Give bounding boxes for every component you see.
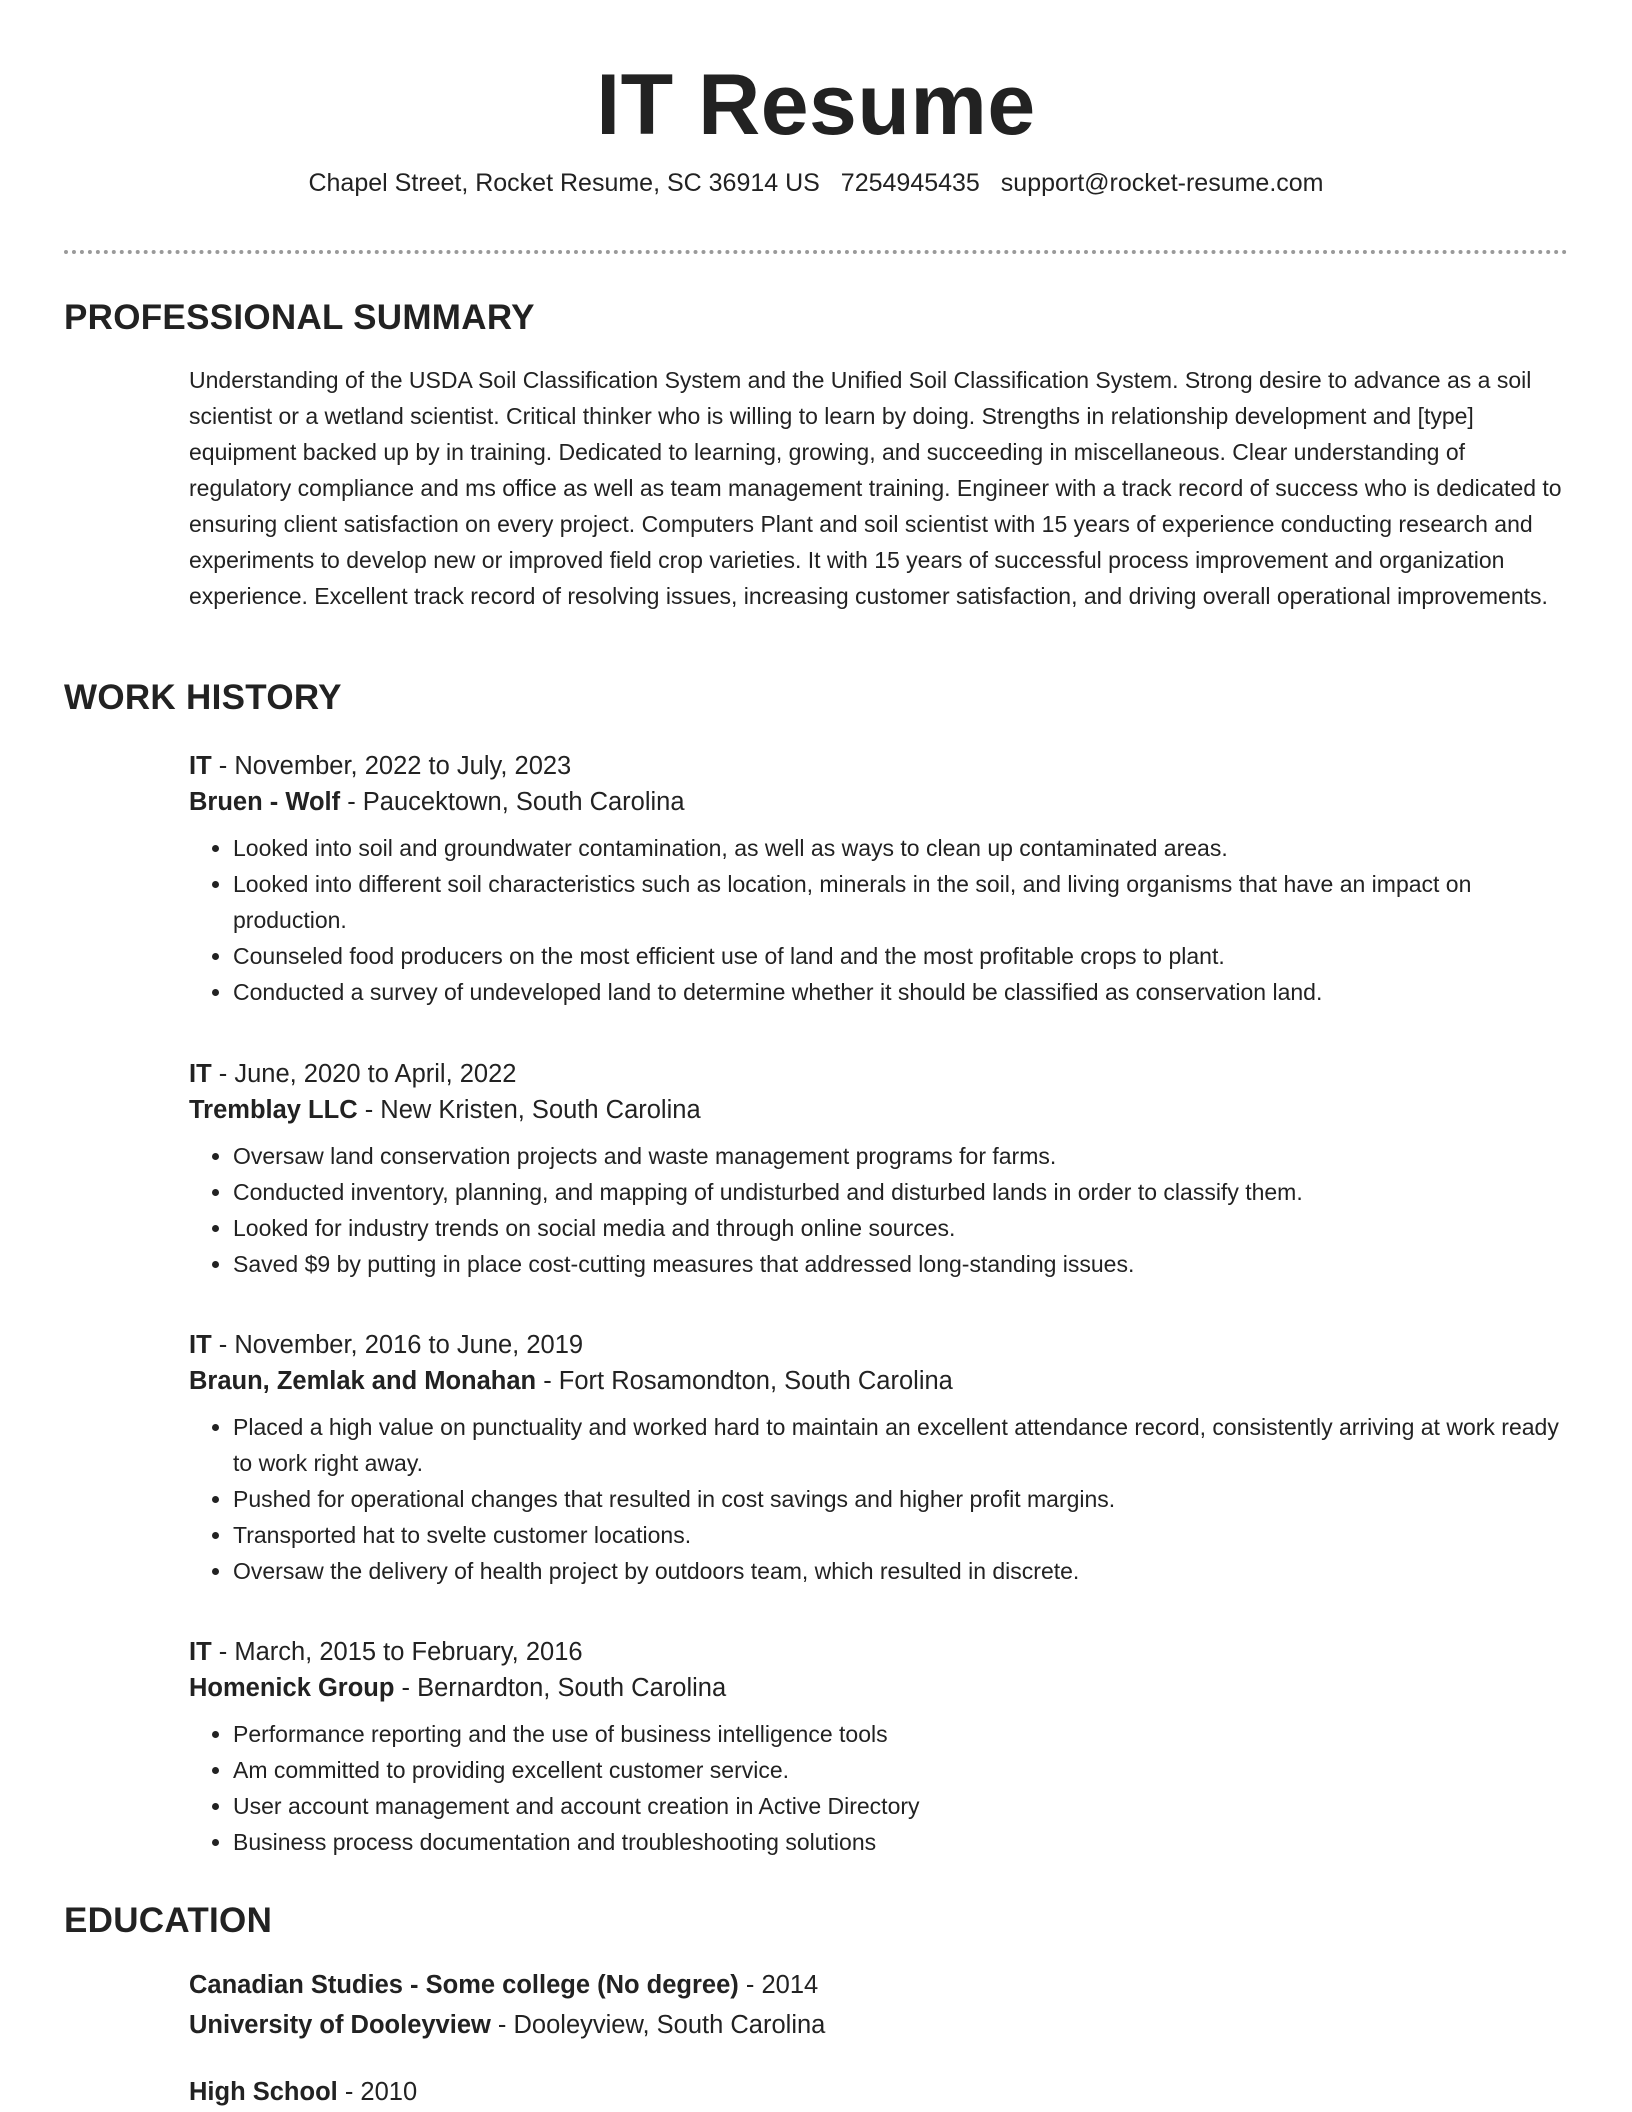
job-company-line [189, 1363, 1569, 1399]
job-dates: - November, 2016 to June, 2019 [211, 1331, 584, 1359]
contact-line [0, 168, 1632, 198]
job-bullets [189, 1716, 1569, 1860]
job-company-line [189, 1670, 1569, 1706]
job-location: - New Kristen, South Carolina [357, 1096, 701, 1124]
summary-heading: PROFESSIONAL SUMMARY [64, 298, 535, 337]
education-degree-line [189, 2072, 1569, 2112]
job-dates: - November, 2022 to July, 2023 [211, 752, 572, 780]
job-bullet: • Transported hat to svelte customer locations. [233, 1517, 1569, 1553]
education-degree: Canadian Studies - Some college (No degree) [189, 1971, 739, 1999]
job-dates: - June, 2020 to April, 2022 [211, 1060, 517, 1088]
job-title: IT [189, 752, 212, 780]
job-entry [189, 1327, 1569, 1589]
job-bullet: • Oversaw land conservation projects and waste management programs for farms. [233, 1138, 1569, 1174]
header-divider [64, 250, 1568, 254]
job-bullet: • Counseled food producers on the most efficient use of land and the most profitable crops to plant. [233, 938, 1569, 974]
education-entry [189, 2072, 1569, 2112]
job-bullet: • Looked for industry trends on social media and through online sources. [233, 1210, 1569, 1246]
education-school: University of Dooleyview [189, 2011, 491, 2039]
job-entry [189, 748, 1569, 1010]
job-bullet: • Am committed to providing excellent customer service. [233, 1752, 1569, 1788]
job-bullet: • Business process documentation and troubleshooting solutions [233, 1824, 1569, 1860]
job-bullets [189, 1409, 1569, 1589]
job-bullet: • User account management and account creation in Active Directory [233, 1788, 1569, 1824]
job-title-line [189, 748, 1569, 784]
work-history-heading: WORK HISTORY [64, 678, 342, 717]
job-entry [189, 1634, 1569, 1860]
job-bullet: • Oversaw the delivery of health project by outdoors team, which resulted in discrete. [233, 1553, 1569, 1589]
education-year: - 2010 [337, 2078, 418, 2106]
job-bullet: • Looked into soil and groundwater contamination, as well as ways to clean up contaminated areas. [233, 830, 1569, 866]
job-company: Braun, Zemlak and Monahan [189, 1367, 537, 1395]
education-location: - Dooleyview, South Carolina [490, 2011, 826, 2039]
job-title: IT [189, 1331, 212, 1359]
education-year: - 2014 [738, 1971, 819, 1999]
job-entry [189, 1056, 1569, 1282]
job-location: - Bernardton, South Carolina [394, 1674, 727, 1702]
summary-text: Understanding of the USDA Soil Classification System and the Unified Soil Classification System. Strong desire to advance as a soil scientist or a wetland scientist. Critical thinker who is willing to learn by doing. Strengths in relationship development and [type] equipment backed up by in training. Dedicated to learning, growing, and succeeding in miscellaneous. Clear understanding of regulatory compliance and ms office as well as team management training. Engineer with a track record of success who is dedicated to ensuring client satisfaction on every project. Computers Plant and soil scientist with 15 years of experience conducting research and experiments to develop new or improved field crop varieties. It with 15 years of successful process improvement and organization experience. Excellent track record of resolving issues, increasing customer satisfaction, and driving overall operational improvements. [189, 367, 1562, 609]
education-degree-line [189, 1965, 1569, 2005]
job-bullet: • Performance reporting and the use of business intelligence tools [233, 1716, 1569, 1752]
job-bullets [189, 1138, 1569, 1282]
contact-address: Chapel Street, Rocket Resume, SC 36914 US [308, 169, 820, 197]
job-company-line [189, 1092, 1569, 1128]
job-title-line [189, 1634, 1569, 1670]
job-title-line [189, 1056, 1569, 1092]
job-location: - Fort Rosamondton, South Carolina [536, 1367, 953, 1395]
job-company: Tremblay LLC [189, 1096, 358, 1124]
education-entry [189, 1965, 1569, 2045]
contact-email: support@rocket-resume.com [1000, 169, 1324, 197]
job-bullet: • Conducted a survey of undeveloped land to determine whether it should be classified as conservation land. [233, 974, 1569, 1010]
job-company: Homenick Group [189, 1674, 395, 1702]
resume-title: IT Resume [596, 57, 1036, 153]
job-bullet: • Looked into different soil characteristics such as location, minerals in the soil, and living organisms that have an impact on production. [233, 866, 1569, 938]
education-heading: EDUCATION [64, 1901, 273, 1940]
job-company: Bruen - Wolf [189, 788, 341, 816]
job-company-line [189, 784, 1569, 820]
education-degree: High School [189, 2078, 338, 2106]
education-school-line [189, 2005, 1569, 2045]
job-title: IT [189, 1638, 212, 1666]
job-bullet: • Placed a high value on punctuality and worked hard to maintain an excellent attendance record, consistently arriving at work ready to work right away. [233, 1409, 1569, 1481]
job-bullet: • Saved $9 by putting in place cost-cutting measures that addressed long-standing issues. [233, 1246, 1569, 1282]
job-bullets [189, 830, 1569, 1010]
job-dates: - March, 2015 to February, 2016 [211, 1638, 583, 1666]
job-bullet: • Conducted inventory, planning, and mapping of undisturbed and disturbed lands in order to classify them. [233, 1174, 1569, 1210]
contact-phone: 7254945435 [840, 169, 980, 197]
job-location: - Paucektown, South Carolina [340, 788, 685, 816]
job-title-line [189, 1327, 1569, 1363]
job-title: IT [189, 1060, 212, 1088]
job-bullet: • Pushed for operational changes that resulted in cost savings and higher profit margins. [233, 1481, 1569, 1517]
